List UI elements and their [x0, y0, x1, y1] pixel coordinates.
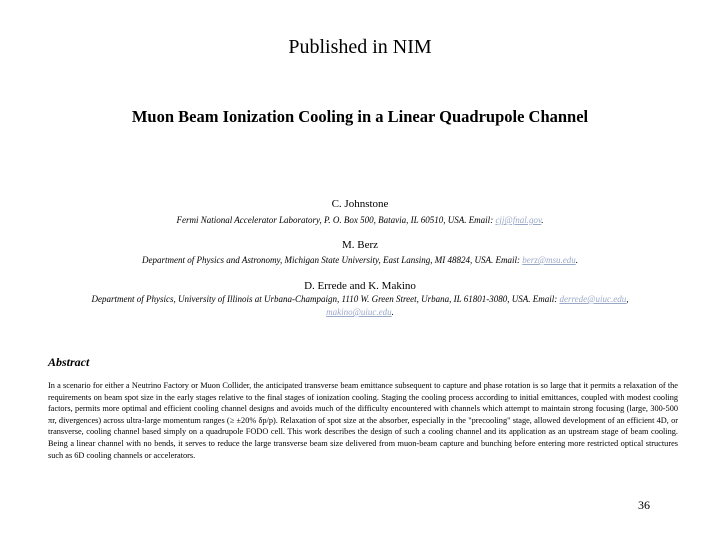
paper-title: Muon Beam Ionization Cooling in a Linear Quadrupole Channel [131, 107, 589, 126]
author-affiliation-continued [0, 307, 720, 317]
affiliation-text: Fermi National Accelerator Laboratory, P. O. Box 500, Batavia, IL 60510, USA. Email: [176, 215, 496, 225]
author-affiliation [0, 255, 720, 265]
email-link[interactable]: makino@uiuc.edu [326, 307, 392, 317]
affiliation-tail: . [541, 215, 544, 225]
affiliation-text: Department of Physics, University of Illinois at Urbana-Champaign, 1110 W. Green Street, Urbana, IL 61801-3080, USA. Email: [91, 294, 560, 304]
author-affiliation [40, 294, 680, 304]
affiliation-tail: . [391, 307, 394, 317]
abstract-text: In a scenario for either a Neutrino Factory or Muon Collider, the anticipated transverse beam emittance subsequent to capture and phase rotation is so large that it permits a relaxation of the requirements on beam spot size in the early stages relative to the final stages of ionization cooling. Staging the cooling process according to initial emittances, coupled with modest cooling factors, permits more optimal and efficient cooling channel designs and avoids much of the difficulty encountered with channels which attempt to maintain strong focusing (large, 300-500 πr, divergences) across ultra-large momentum ranges (≥ ±20% δp/p). Relaxation of spot size at the absorber, especially in the "precooling" stage, allowed development of an efficient 4D, or transverse, cooling channel based simply on a quadrupole FODO cell. This work describes the design of such a cooling channel and its application as an upstream stage of beam cooling. Being a linear channel with no bends, it serves to reduce the large transverse beam size delivered from muon-beam capture and bunching before entering more restricted optical structures such as 6D cooling channels or accelerators. [48, 381, 678, 460]
author-name: D. Errede and K. Makino [304, 280, 416, 292]
abstract-heading: Abstract [48, 355, 90, 369]
affiliation-text: Department of Physics and Astronomy, Michigan State University, East Lansing, MI 48824, USA. Email: [142, 255, 523, 265]
email-link[interactable]: derrede@uiuc.edu [559, 294, 627, 304]
author-name: C. Johnstone [331, 198, 389, 210]
email-link[interactable]: cjj@fnal.gov [495, 215, 542, 225]
affiliation-tail: . [575, 255, 578, 265]
email-separator: , [626, 294, 629, 304]
page-number: 36 [638, 498, 650, 512]
published-label: Published in NIM [288, 36, 432, 58]
author-affiliation [0, 215, 720, 225]
author-name: M. Berz [341, 239, 379, 251]
email-link[interactable]: berz@msu.edu [522, 255, 576, 265]
